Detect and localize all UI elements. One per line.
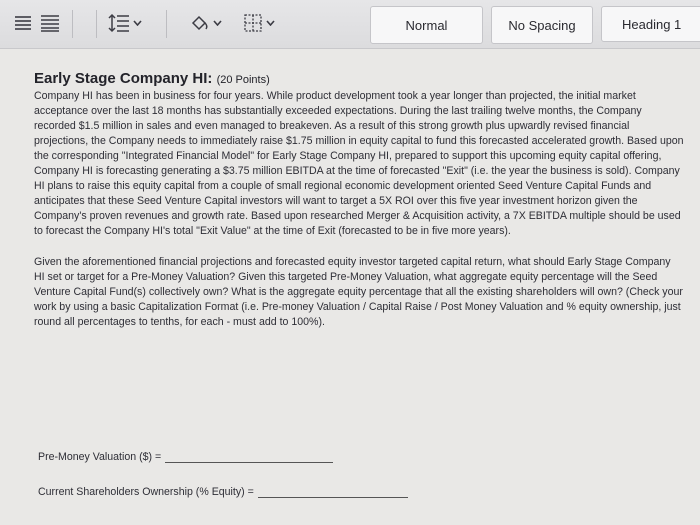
question-title (34, 70, 684, 89)
paint-bucket-icon (190, 14, 210, 32)
toolbar-separator (96, 10, 97, 38)
borders-icon (243, 13, 263, 33)
answer-blank[interactable] (165, 450, 333, 463)
question-paragraph: Given the aforementioned financial projections and forecasted equity investor targeted capital return, what should Early Stage Company HI set or target for a Pre-Money Valuation? Given this targeted Pre-Money Valuation, what aggregate equity percentage will the Seed Venture Capital Fund(s) collectively own? What is the aggregate equity percentage that all the existing shareholders will own? (Check your work by using a basic Capitalization Format (i.e. Pre-money Valuation / Capital Raise / Post Money Valuation and % equity ownership, just round all percentages to tenths, for each - must add to 100%). (34, 256, 683, 328)
chevron-down-icon[interactable] (213, 20, 222, 26)
borders-button[interactable] (243, 10, 275, 36)
document-body (34, 70, 684, 330)
justify-button[interactable] (40, 10, 60, 36)
style-no-spacing-button[interactable]: No Spacing (491, 6, 593, 44)
field-label: Current Shareholders Ownership (% Equity) = (38, 486, 254, 498)
toolbar-separator (72, 10, 73, 38)
justify-icon (40, 14, 60, 32)
align-left-icon (14, 15, 32, 31)
answer-blank[interactable] (258, 485, 408, 498)
toolbar-separator (166, 10, 167, 38)
line-spacing-button[interactable] (108, 10, 142, 36)
scenario-paragraph: Company HI has been in business for four years. While product development took a year longer than projected, the initial market acceptance over the last 18 months has substantially exceeded expectations. During the last trailing twelve months, the Company recorded $1.5 million in sales and even managed to breakeven. As a result of this strong growth plus upwardly revised financial projections, the Company needs to immediately raise $1.75 million in equity capital to fund this forecasted accelerated growth. Based upon the corresponding "Integrated Financial Model" for Early Stage Company HI, prepared to support this upcoming equity capital offering, Company HI is forecasting generating a $3.75 million EBITDA at the time of forecasted "Exit" (i.e. the year the business is sold). Company HI plans to raise this equity capital from a couple of small regional economic development oriented Seed Venture Capital Funds and anticipates that these Seed Venture Capital investors will want to target a 5X ROI over this five year investment horizon given the Company's proven revenues and growth rate. Based upon researched Merger & Acquisition activity, a 7X EBITDA multiple should be used to forecast the Company HI's total "Exit Value" at the time of Exit (forecasted to be in five more years). (34, 90, 684, 237)
style-heading1-button[interactable]: Heading 1 (601, 6, 700, 42)
ribbon-toolbar (0, 0, 700, 49)
line-spacing-icon (108, 13, 130, 33)
chevron-down-icon[interactable] (266, 20, 275, 26)
title-text: Early Stage Company HI: (34, 70, 213, 87)
points-label: (20 Points) (216, 74, 270, 86)
pre-money-valuation-field[interactable] (38, 450, 333, 463)
field-label: Pre-Money Valuation ($) = (38, 451, 162, 463)
style-normal-button[interactable]: Normal (370, 6, 483, 44)
shareholders-ownership-field[interactable] (38, 485, 408, 498)
align-left-button[interactable] (14, 10, 32, 36)
shading-button[interactable] (190, 10, 222, 36)
chevron-down-icon[interactable] (133, 20, 142, 26)
